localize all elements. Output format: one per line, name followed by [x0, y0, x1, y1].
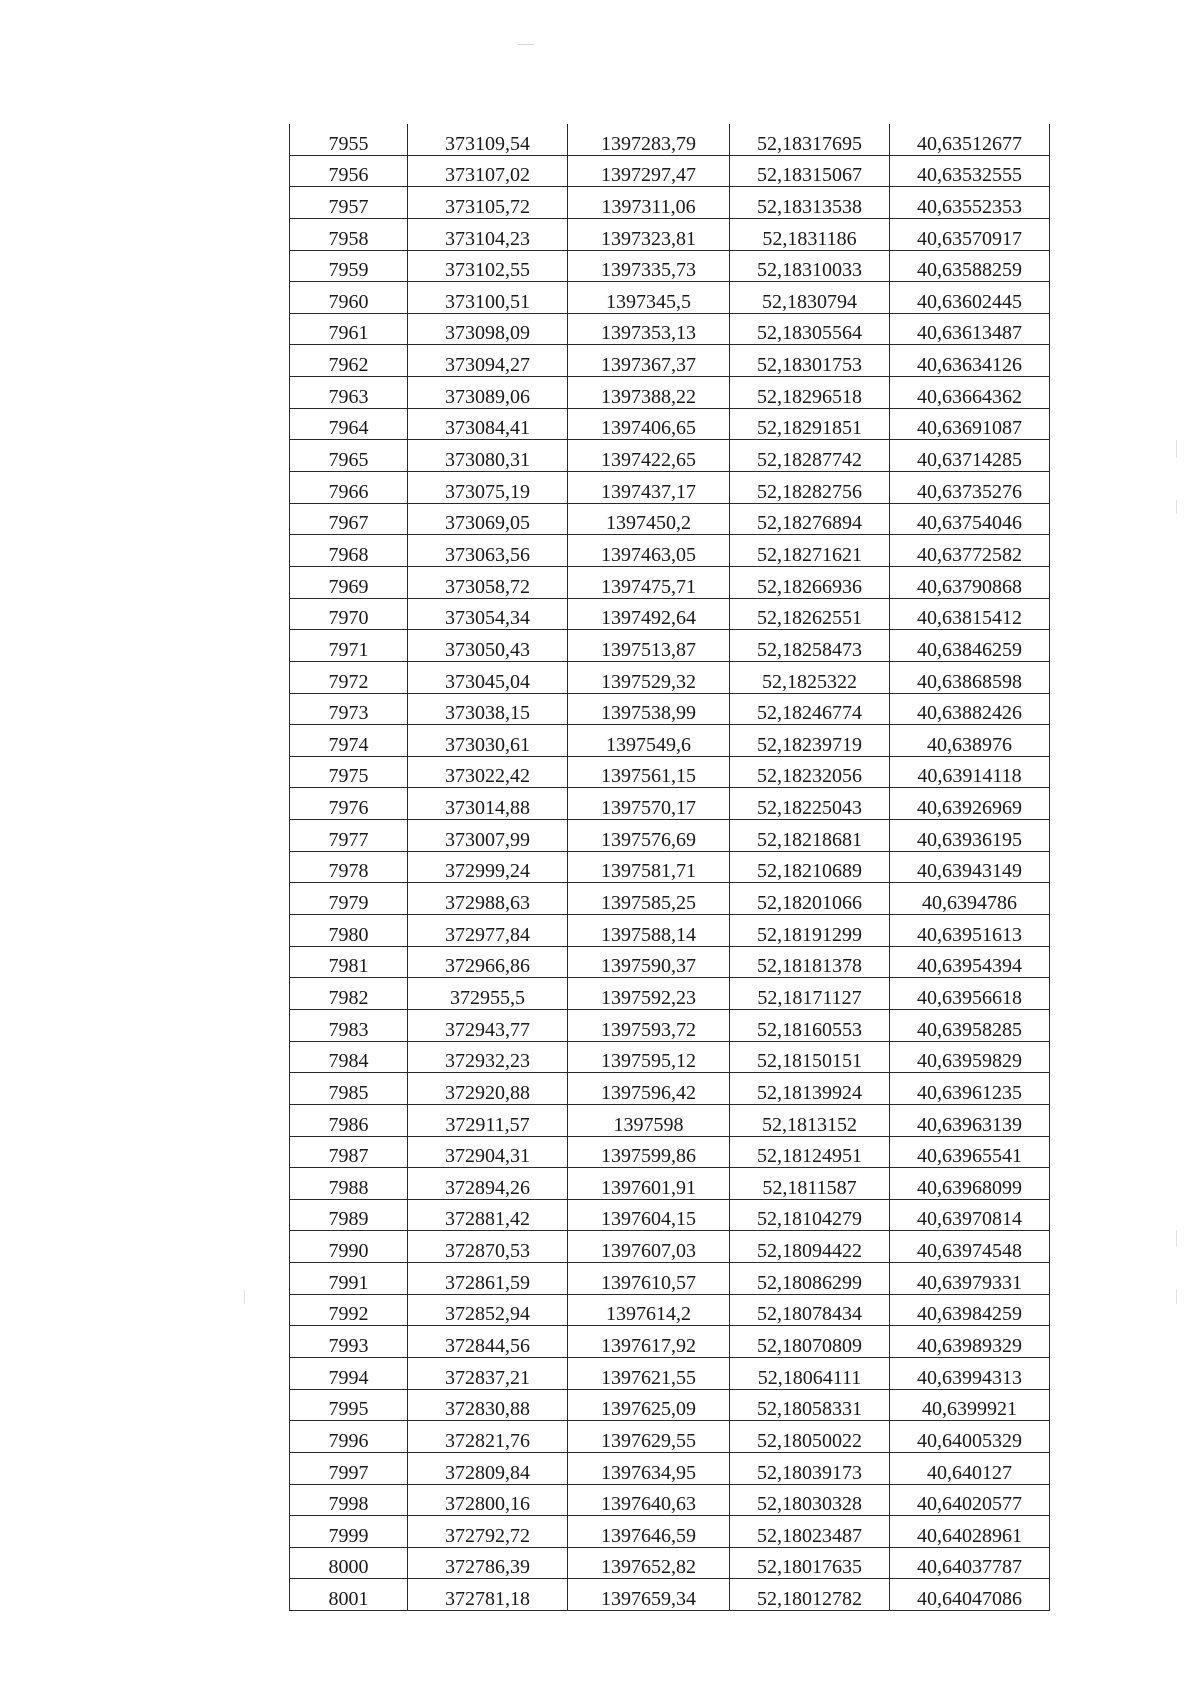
table-row	[290, 1357, 1050, 1389]
longitude-cell: 40,63691087	[890, 408, 1050, 440]
y-coordinate-cell: 1397585,25	[568, 883, 730, 915]
table-row	[290, 187, 1050, 219]
y-coordinate-cell: 1397610,57	[568, 1263, 730, 1295]
y-coordinate-cell: 1397614,2	[568, 1294, 730, 1326]
latitude-cell: 52,18086299	[730, 1263, 890, 1295]
table-row	[290, 503, 1050, 535]
latitude-cell: 52,18050022	[730, 1421, 890, 1453]
point-number-cell: 7979	[290, 883, 408, 915]
table-row	[290, 1389, 1050, 1421]
table-row	[290, 1009, 1050, 1041]
table-row	[290, 1168, 1050, 1200]
latitude-cell: 52,18030328	[730, 1484, 890, 1516]
x-coordinate-cell: 372904,31	[408, 1136, 568, 1168]
longitude-cell: 40,63989329	[890, 1326, 1050, 1358]
latitude-cell: 52,1825322	[730, 661, 890, 693]
latitude-cell: 52,18296518	[730, 377, 890, 409]
x-coordinate-cell: 372920,88	[408, 1073, 568, 1105]
x-coordinate-cell: 372988,63	[408, 883, 568, 915]
point-number-cell: 7990	[290, 1231, 408, 1263]
point-number-cell: 8001	[290, 1579, 408, 1611]
table-row	[290, 883, 1050, 915]
longitude-cell: 40,63882426	[890, 693, 1050, 725]
table-row	[290, 1326, 1050, 1358]
y-coordinate-cell: 1397335,73	[568, 250, 730, 282]
longitude-cell: 40,63846259	[890, 630, 1050, 662]
point-number-cell: 7978	[290, 851, 408, 883]
table-row	[290, 1484, 1050, 1516]
latitude-cell: 52,18225043	[730, 788, 890, 820]
y-coordinate-cell: 1397634,95	[568, 1452, 730, 1484]
table-row	[290, 693, 1050, 725]
y-coordinate-cell: 1397640,63	[568, 1484, 730, 1516]
table-row	[290, 820, 1050, 852]
point-number-cell: 7991	[290, 1263, 408, 1295]
latitude-cell: 52,18017635	[730, 1547, 890, 1579]
latitude-cell: 52,18301753	[730, 345, 890, 377]
latitude-cell: 52,18239719	[730, 725, 890, 757]
latitude-cell: 52,1830794	[730, 282, 890, 314]
y-coordinate-cell: 1397588,14	[568, 915, 730, 947]
longitude-cell: 40,63951613	[890, 915, 1050, 947]
longitude-cell: 40,63926969	[890, 788, 1050, 820]
y-coordinate-cell: 1397422,65	[568, 440, 730, 472]
x-coordinate-cell: 372870,53	[408, 1231, 568, 1263]
y-coordinate-cell: 1397388,22	[568, 377, 730, 409]
y-coordinate-cell: 1397437,17	[568, 472, 730, 504]
longitude-cell: 40,63994313	[890, 1357, 1050, 1389]
latitude-cell: 52,18058331	[730, 1389, 890, 1421]
x-coordinate-cell: 372800,16	[408, 1484, 568, 1516]
y-coordinate-cell: 1397561,15	[568, 756, 730, 788]
latitude-cell: 52,18266936	[730, 566, 890, 598]
point-number-cell: 7958	[290, 218, 408, 250]
latitude-cell: 52,18039173	[730, 1452, 890, 1484]
latitude-cell: 52,18012782	[730, 1579, 890, 1611]
y-coordinate-cell: 1397592,23	[568, 978, 730, 1010]
point-number-cell: 7971	[290, 630, 408, 662]
table-row	[290, 1516, 1050, 1548]
point-number-cell: 7956	[290, 155, 408, 187]
y-coordinate-cell: 1397599,86	[568, 1136, 730, 1168]
y-coordinate-cell: 1397625,09	[568, 1389, 730, 1421]
latitude-cell: 52,18287742	[730, 440, 890, 472]
y-coordinate-cell: 1397475,71	[568, 566, 730, 598]
longitude-cell: 40,63914118	[890, 756, 1050, 788]
longitude-cell: 40,63936195	[890, 820, 1050, 852]
x-coordinate-cell: 373045,04	[408, 661, 568, 693]
point-number-cell: 7988	[290, 1168, 408, 1200]
point-number-cell: 7977	[290, 820, 408, 852]
table-row	[290, 408, 1050, 440]
x-coordinate-cell: 373014,88	[408, 788, 568, 820]
y-coordinate-cell: 1397513,87	[568, 630, 730, 662]
table-row	[290, 1073, 1050, 1105]
table-row	[290, 978, 1050, 1010]
table-row	[290, 1294, 1050, 1326]
point-number-cell: 7983	[290, 1009, 408, 1041]
table-row	[290, 725, 1050, 757]
scan-edge-mark	[244, 1290, 245, 1304]
point-number-cell: 7989	[290, 1199, 408, 1231]
longitude-cell: 40,63512677	[890, 124, 1050, 155]
longitude-cell: 40,6399921	[890, 1389, 1050, 1421]
scan-mark	[518, 44, 534, 45]
x-coordinate-cell: 372932,23	[408, 1041, 568, 1073]
table-row	[290, 535, 1050, 567]
point-number-cell: 7966	[290, 472, 408, 504]
x-coordinate-cell: 372894,26	[408, 1168, 568, 1200]
x-coordinate-cell: 373069,05	[408, 503, 568, 535]
point-number-cell: 7972	[290, 661, 408, 693]
longitude-cell: 40,63956618	[890, 978, 1050, 1010]
table-row	[290, 1263, 1050, 1295]
y-coordinate-cell: 1397646,59	[568, 1516, 730, 1548]
table-row	[290, 440, 1050, 472]
latitude-cell: 52,1811587	[730, 1168, 890, 1200]
x-coordinate-cell: 372977,84	[408, 915, 568, 947]
x-coordinate-cell: 373075,19	[408, 472, 568, 504]
latitude-cell: 52,18317695	[730, 124, 890, 155]
x-coordinate-cell: 372781,18	[408, 1579, 568, 1611]
longitude-cell: 40,63634126	[890, 345, 1050, 377]
longitude-cell: 40,63570917	[890, 218, 1050, 250]
longitude-cell: 40,63974548	[890, 1231, 1050, 1263]
longitude-cell: 40,63868598	[890, 661, 1050, 693]
latitude-cell: 52,18104279	[730, 1199, 890, 1231]
point-number-cell: 7955	[290, 124, 408, 155]
longitude-cell: 40,63965541	[890, 1136, 1050, 1168]
point-number-cell: 7987	[290, 1136, 408, 1168]
latitude-cell: 52,18276894	[730, 503, 890, 535]
y-coordinate-cell: 1397529,32	[568, 661, 730, 693]
point-number-cell: 7963	[290, 377, 408, 409]
latitude-cell: 52,18201066	[730, 883, 890, 915]
table-row	[290, 1231, 1050, 1263]
table-row	[290, 282, 1050, 314]
longitude-cell: 40,63772582	[890, 535, 1050, 567]
y-coordinate-cell: 1397607,03	[568, 1231, 730, 1263]
point-number-cell: 7981	[290, 946, 408, 978]
table-row	[290, 472, 1050, 504]
table-row	[290, 250, 1050, 282]
point-number-cell: 7994	[290, 1357, 408, 1389]
table-row	[290, 313, 1050, 345]
table-row	[290, 1579, 1050, 1611]
table-row	[290, 598, 1050, 630]
scan-edge-mark	[1176, 1230, 1177, 1246]
point-number-cell: 7970	[290, 598, 408, 630]
y-coordinate-cell: 1397629,55	[568, 1421, 730, 1453]
latitude-cell: 52,18191299	[730, 915, 890, 947]
y-coordinate-cell: 1397492,64	[568, 598, 730, 630]
y-coordinate-cell: 1397353,13	[568, 313, 730, 345]
point-number-cell: 7968	[290, 535, 408, 567]
longitude-cell: 40,63714285	[890, 440, 1050, 472]
longitude-cell: 40,63552353	[890, 187, 1050, 219]
point-number-cell: 7969	[290, 566, 408, 598]
x-coordinate-cell: 372966,86	[408, 946, 568, 978]
y-coordinate-cell: 1397590,37	[568, 946, 730, 978]
x-coordinate-cell: 373063,56	[408, 535, 568, 567]
latitude-cell: 52,18310033	[730, 250, 890, 282]
longitude-cell: 40,63958285	[890, 1009, 1050, 1041]
y-coordinate-cell: 1397593,72	[568, 1009, 730, 1041]
longitude-cell: 40,63984259	[890, 1294, 1050, 1326]
latitude-cell: 52,18305564	[730, 313, 890, 345]
latitude-cell: 52,18246774	[730, 693, 890, 725]
point-number-cell: 7998	[290, 1484, 408, 1516]
x-coordinate-cell: 372911,57	[408, 1104, 568, 1136]
point-number-cell: 7997	[290, 1452, 408, 1484]
y-coordinate-cell: 1397450,2	[568, 503, 730, 535]
table-row	[290, 124, 1050, 155]
y-coordinate-cell: 1397581,71	[568, 851, 730, 883]
x-coordinate-cell: 373109,54	[408, 124, 568, 155]
table-row	[290, 345, 1050, 377]
point-number-cell: 7980	[290, 915, 408, 947]
coordinates-table-body	[290, 124, 1050, 1611]
latitude-cell: 52,1831186	[730, 218, 890, 250]
x-coordinate-cell: 372792,72	[408, 1516, 568, 1548]
longitude-cell: 40,63613487	[890, 313, 1050, 345]
latitude-cell: 52,18258473	[730, 630, 890, 662]
table-row	[290, 661, 1050, 693]
y-coordinate-cell: 1397549,6	[568, 725, 730, 757]
scan-edge-mark	[1176, 1290, 1177, 1304]
point-number-cell: 7973	[290, 693, 408, 725]
scan-edge-mark	[1176, 440, 1177, 458]
longitude-cell: 40,64047086	[890, 1579, 1050, 1611]
x-coordinate-cell: 373084,41	[408, 408, 568, 440]
x-coordinate-cell: 372809,84	[408, 1452, 568, 1484]
table-row	[290, 155, 1050, 187]
scan-edge-mark	[1176, 500, 1177, 514]
table-row	[290, 218, 1050, 250]
x-coordinate-cell: 372844,56	[408, 1326, 568, 1358]
latitude-cell: 52,1813152	[730, 1104, 890, 1136]
x-coordinate-cell: 373050,43	[408, 630, 568, 662]
table-row	[290, 377, 1050, 409]
longitude-cell: 40,640127	[890, 1452, 1050, 1484]
table-row	[290, 1041, 1050, 1073]
table-row	[290, 1452, 1050, 1484]
x-coordinate-cell: 373022,42	[408, 756, 568, 788]
point-number-cell: 7976	[290, 788, 408, 820]
y-coordinate-cell: 1397595,12	[568, 1041, 730, 1073]
longitude-cell: 40,64037787	[890, 1547, 1050, 1579]
point-number-cell: 7993	[290, 1326, 408, 1358]
longitude-cell: 40,63979331	[890, 1263, 1050, 1295]
table-row	[290, 566, 1050, 598]
x-coordinate-cell: 372821,76	[408, 1421, 568, 1453]
point-number-cell: 7975	[290, 756, 408, 788]
x-coordinate-cell: 373100,51	[408, 282, 568, 314]
point-number-cell: 7965	[290, 440, 408, 472]
latitude-cell: 52,18171127	[730, 978, 890, 1010]
longitude-cell: 40,64020577	[890, 1484, 1050, 1516]
x-coordinate-cell: 372943,77	[408, 1009, 568, 1041]
point-number-cell: 7959	[290, 250, 408, 282]
coordinates-table	[289, 124, 1050, 1611]
latitude-cell: 52,18094422	[730, 1231, 890, 1263]
latitude-cell: 52,18210689	[730, 851, 890, 883]
y-coordinate-cell: 1397367,37	[568, 345, 730, 377]
longitude-cell: 40,63602445	[890, 282, 1050, 314]
x-coordinate-cell: 372861,59	[408, 1263, 568, 1295]
x-coordinate-cell: 373080,31	[408, 440, 568, 472]
latitude-cell: 52,18064111	[730, 1357, 890, 1389]
latitude-cell: 52,18070809	[730, 1326, 890, 1358]
y-coordinate-cell: 1397570,17	[568, 788, 730, 820]
point-number-cell: 7967	[290, 503, 408, 535]
x-coordinate-cell: 373107,02	[408, 155, 568, 187]
table-row	[290, 851, 1050, 883]
latitude-cell: 52,18315067	[730, 155, 890, 187]
x-coordinate-cell: 372830,88	[408, 1389, 568, 1421]
point-number-cell: 8000	[290, 1547, 408, 1579]
x-coordinate-cell: 372837,21	[408, 1357, 568, 1389]
point-number-cell: 7984	[290, 1041, 408, 1073]
latitude-cell: 52,18232056	[730, 756, 890, 788]
longitude-cell: 40,63954394	[890, 946, 1050, 978]
y-coordinate-cell: 1397617,92	[568, 1326, 730, 1358]
latitude-cell: 52,18291851	[730, 408, 890, 440]
longitude-cell: 40,64005329	[890, 1421, 1050, 1453]
x-coordinate-cell: 372955,5	[408, 978, 568, 1010]
x-coordinate-cell: 373094,27	[408, 345, 568, 377]
latitude-cell: 52,18150151	[730, 1041, 890, 1073]
point-number-cell: 7957	[290, 187, 408, 219]
table-row	[290, 915, 1050, 947]
x-coordinate-cell: 373098,09	[408, 313, 568, 345]
point-number-cell: 7996	[290, 1421, 408, 1453]
longitude-cell: 40,6394786	[890, 883, 1050, 915]
x-coordinate-cell: 373058,72	[408, 566, 568, 598]
longitude-cell: 40,63664362	[890, 377, 1050, 409]
longitude-cell: 40,63754046	[890, 503, 1050, 535]
latitude-cell: 52,18139924	[730, 1073, 890, 1105]
point-number-cell: 7962	[290, 345, 408, 377]
table-row	[290, 1199, 1050, 1231]
longitude-cell: 40,63735276	[890, 472, 1050, 504]
point-number-cell: 7995	[290, 1389, 408, 1421]
y-coordinate-cell: 1397659,34	[568, 1579, 730, 1611]
table-row	[290, 1136, 1050, 1168]
table-row	[290, 1104, 1050, 1136]
longitude-cell: 40,63970814	[890, 1199, 1050, 1231]
table-row	[290, 946, 1050, 978]
longitude-cell: 40,63961235	[890, 1073, 1050, 1105]
x-coordinate-cell: 372786,39	[408, 1547, 568, 1579]
table-row	[290, 1421, 1050, 1453]
longitude-cell: 40,63532555	[890, 155, 1050, 187]
y-coordinate-cell: 1397463,05	[568, 535, 730, 567]
latitude-cell: 52,18218681	[730, 820, 890, 852]
latitude-cell: 52,18262551	[730, 598, 890, 630]
y-coordinate-cell: 1397538,99	[568, 693, 730, 725]
table-row	[290, 630, 1050, 662]
point-number-cell: 7992	[290, 1294, 408, 1326]
y-coordinate-cell: 1397598	[568, 1104, 730, 1136]
point-number-cell: 7982	[290, 978, 408, 1010]
point-number-cell: 7964	[290, 408, 408, 440]
latitude-cell: 52,18313538	[730, 187, 890, 219]
point-number-cell: 7974	[290, 725, 408, 757]
longitude-cell: 40,63588259	[890, 250, 1050, 282]
latitude-cell: 52,18271621	[730, 535, 890, 567]
longitude-cell: 40,63815412	[890, 598, 1050, 630]
y-coordinate-cell: 1397311,06	[568, 187, 730, 219]
x-coordinate-cell: 373030,61	[408, 725, 568, 757]
y-coordinate-cell: 1397652,82	[568, 1547, 730, 1579]
longitude-cell: 40,638976	[890, 725, 1050, 757]
longitude-cell: 40,63959829	[890, 1041, 1050, 1073]
x-coordinate-cell: 372881,42	[408, 1199, 568, 1231]
y-coordinate-cell: 1397323,81	[568, 218, 730, 250]
x-coordinate-cell: 373089,06	[408, 377, 568, 409]
table-row	[290, 756, 1050, 788]
x-coordinate-cell: 373038,15	[408, 693, 568, 725]
table-row	[290, 1547, 1050, 1579]
latitude-cell: 52,18078434	[730, 1294, 890, 1326]
y-coordinate-cell: 1397345,5	[568, 282, 730, 314]
longitude-cell: 40,64028961	[890, 1516, 1050, 1548]
x-coordinate-cell: 373105,72	[408, 187, 568, 219]
y-coordinate-cell: 1397596,42	[568, 1073, 730, 1105]
x-coordinate-cell: 372852,94	[408, 1294, 568, 1326]
latitude-cell: 52,18160553	[730, 1009, 890, 1041]
y-coordinate-cell: 1397297,47	[568, 155, 730, 187]
longitude-cell: 40,63963139	[890, 1104, 1050, 1136]
longitude-cell: 40,63943149	[890, 851, 1050, 883]
y-coordinate-cell: 1397406,65	[568, 408, 730, 440]
longitude-cell: 40,63790868	[890, 566, 1050, 598]
longitude-cell: 40,63968099	[890, 1168, 1050, 1200]
y-coordinate-cell: 1397604,15	[568, 1199, 730, 1231]
x-coordinate-cell: 372999,24	[408, 851, 568, 883]
table-row	[290, 788, 1050, 820]
x-coordinate-cell: 373007,99	[408, 820, 568, 852]
point-number-cell: 7985	[290, 1073, 408, 1105]
x-coordinate-cell: 373102,55	[408, 250, 568, 282]
latitude-cell: 52,18282756	[730, 472, 890, 504]
latitude-cell: 52,18023487	[730, 1516, 890, 1548]
point-number-cell: 7961	[290, 313, 408, 345]
point-number-cell: 7960	[290, 282, 408, 314]
x-coordinate-cell: 373054,34	[408, 598, 568, 630]
point-number-cell: 7999	[290, 1516, 408, 1548]
y-coordinate-cell: 1397621,55	[568, 1357, 730, 1389]
y-coordinate-cell: 1397601,91	[568, 1168, 730, 1200]
point-number-cell: 7986	[290, 1104, 408, 1136]
y-coordinate-cell: 1397283,79	[568, 124, 730, 155]
y-coordinate-cell: 1397576,69	[568, 820, 730, 852]
x-coordinate-cell: 373104,23	[408, 218, 568, 250]
latitude-cell: 52,18181378	[730, 946, 890, 978]
latitude-cell: 52,18124951	[730, 1136, 890, 1168]
